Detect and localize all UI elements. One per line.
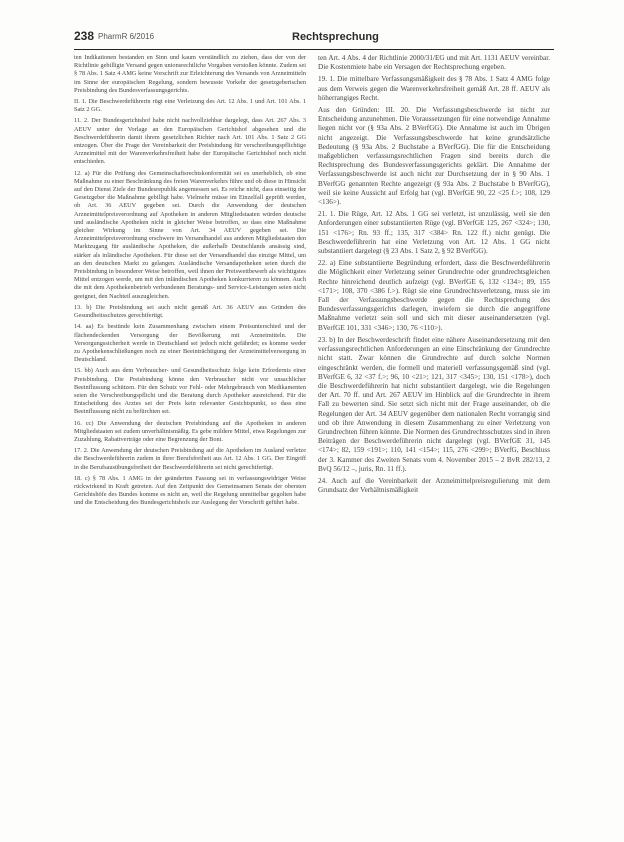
paragraph: 13. b) Die Preisbindung sei auch nicht gemäß Art. 36 AEUV aus Gründen des Gesundheitsschutzes gerechtfertigt.: [74, 303, 306, 320]
paragraph: 24. Auch auf die Vereinbarkeit der Arzneimittelpreisregulierung mit dem Grundsatz der Verhältnismäßigkeit: [318, 476, 550, 495]
paragraph: 18. c) § 78 Abs. 1 AMG in der geänderten Fassung sei in verfassungswidriger Weise rückwirkend in Kraft getreten. Auf den Zeitpunkt des Gemeinsamen Senats der obersten Gerichtshöfe des Bundes komme es nicht an, weil die Regelung unmittelbar gegolten habe und die Entscheidung des Bundesgerichtshofs zur Auslegung der Vorschrift geführt habe.: [74, 474, 306, 507]
paragraph: Aus den Gründen: III. 20. Die Verfassungsbeschwerde ist nicht zur Entscheidung anzunehmen. Die Voraussetzungen für eine notwendige Annahme liegen nicht vor (§ 93a Abs. 2 BVerfGG). Die Annahme ist auch im Übrigen nicht angezeigt. Die Verfassungsbeschwerde hat keine grundsätzliche Bedeutung (§ 93a Abs. 2 Buchstabe a BVerfGG). Die für die Entscheidung maßgeblichen verfassungsrechtlichen Fragen sind bereits durch die Rechtsprechung des Bundesverfassungsgerichts geklärt. Die Annahme der Verfassungsbeschwerde ist auch nicht zur Durchsetzung der in § 90 Abs. 1 BVerfGG genannten Rechte angezeigt (§ 93a Abs. 2 Buchstabe b BVerfGG), weil sie keine Aussicht auf Erfolg hat (vgl. BVerfGE 90, 22 <25 f.>; 108, 129 <136>).: [318, 106, 550, 207]
paragraph: 19. 1. Die mittelbare Verfassungsmäßigkeit des § 78 Abs. 1 Satz 4 AMG folge aus dem Verweis gegen die Warenverkehrsfreiheit gemäß Art. 28 ff. AEUV als höherrangiges Recht.: [318, 75, 550, 102]
paragraph: 23. b) In der Beschwerdeschrift findet eine nähere Auseinandersetzung mit den verfassungsrechtlichen Anforderungen an eine Einschränkung der Grundrechte nicht statt. Zwar können die Grundrechte auf durch solche Normen eingeschränkt werden, die formell und materiell verfassungsgemäß sind (vgl. BVerfGE 6, 32 <37 f.>; 96, 10 <21>; 121, 317 <345>; 130, 151 <178>), doch die Beschwerdeführerin hat nicht substantiiert dargelegt, wie die Regelungen der Art. 70 ff. und Art. 267 AEUV im Hinblick auf die Grundrechte in ihrem Fall zu bewerten sind. Sie setzt sich nicht mit der Frage auseinander, ob die Regelungen der Art. 34 AEUV gegenüber dem nationalen Recht vorrangig sind und ob ihre Anwendung in diesem Zusammenhang zu einer Verletzung von Grundrechten führen könnte. Die Normen des Grundrechtsschutzes sind in ihren Beiträgen der Beschwerdeführerin nicht dargelegt (vgl. BVerfGE 31, 145 <174>; 82, 159 <191>; 110, 141 <154>; 115, 276 <299>; BVerfG, Beschluss der 3. Kammer des Zweiten Senats vom 4. November 2015 – 2 BvR 282/13, 2 BvQ 56/12 –, juris, Rn. 11 ff.).: [318, 335, 550, 473]
paragraph: ten Art. 4 Abs. 4 der Richtlinie 2000/31/EG und mit Art. 1131 AEUV vereinbar. Die Kostenmiete habe ein Versagen der Rechtsprechung ergeben.: [318, 54, 550, 72]
journal-reference: PharmR 6/2016: [98, 32, 155, 41]
paragraph: ten Indikationen bestanden en Sinn und kaum verständlich zu ziehen, dass der von der Richtlinie gebilligte Versand gegen unionsrechtliche Vorgaben verstoßen könnte. Zudem sei § 78 Abs. 1 Satz 4 AMG keine Vorschrift zur Erleichterung des Versands von Arzneimitteln im Sinne der europäischen Regelung, sondern bewusste Vorkehr der gesetzgeberischen Preisbindung des Bundesverfassungsgerichts.: [74, 54, 306, 94]
left-column: [74, 54, 306, 511]
page-header: [74, 27, 554, 50]
page-number: 238: [74, 29, 95, 43]
paragraph: 15. bb) Auch aus dem Verbraucher- und Gesundheitsschutz folge kein Erfordernis einer Preisbindung. Die Preisbindung könne den Verbraucher nicht vor unsachlicher Beeinflussung schützen. Für den Schutz vor Fehl- oder Mehrgebrauch von Medikamenten seien die Verschreibungspflicht und die Beratung durch Apotheker ausreichend. Für die Entscheidung des Arztes sei der Preis kein relevanter Gesichtspunkt, so dass eine Beeinflussung nicht zu befürchten sei.: [74, 367, 306, 416]
paragraph: 14. aa) Es bestünde kein Zusammenhang zwischen einem Preisunterschied und der flächendeckenden Versorgung der Bevölkerung mit Arzneimitteln. Die Versorgungssicherheit werde in Deutschland sei jedoch nicht gefährdet; es komme weder zu Apothekenschließungen noch zu einer Beeinträchtigung der Arzneimittelversorgung in Deutschland.: [74, 323, 306, 364]
section-title: Rechtsprechung: [292, 31, 379, 43]
paragraph: 16. cc) Die Anwendung der deutschen Preisbindung auf die Apotheken in anderen Mitgliedstaaten sei zudem unverhältnismäßig. Es gebe mildere Mittel, etwa Regelungen zur Zuzahlung, Rabattverträge oder eine Begrenzung der Boni.: [74, 419, 306, 443]
paragraph: 12. a) Für die Prüfung des Gemeinschaftsrechtskonformität sei es unerheblich, ob eine Maßnahme zu einer Beschränkung des freien Warenverkehrs führe und ob diese in Hinsicht auf den Dienst Ziele der Bundesrepublik angemessen sei. Es reiche nicht, dass einseitig der Gesetzgeber die Maßnahme gebilligt habe. Vielmehr müsse im Einzelfall geprüft werden, ob Art. 36 AEUV gegeben sei. Durch die Anwendung der deutschen Arzneimittelpreisverordnung auf Apotheken in anderen Mitgliedstaaten würden deutsche und ausländische Apotheken nicht in gleicher Weise betroffen, so dass eine Maßnahme gleicher Wirkung im Sinne von Art. 34 AEUV gegeben sei. Die Arzneimittelpreisverordnung erschwere im Versandhandel aus anderen Mitgliedstaaten den Marktzugang für ausländische Apotheken, die außerhalb Deutschlands ansässig sind, stärker als inländische Apotheken. Für diese sei der Versandhandel das einzige Mittel, um an den deutschen Markt zu gelangen. Ausländische Versandapotheken seien durch die Preisbindung in besonderer Weise betroffen, weil ihnen der Preiswettbewerb als wichtigstes Mittel entzogen werde, um mit den inländischen Apotheken konkurrieren zu können. Auch die mit dem Apothekenbetrieb verbundenen Beratungs- und Service-Leistungen seien nicht geeignet, den Nachteil auszugleichen.: [74, 169, 306, 300]
paragraph: 11. 2. Der Bundesgerichtshof habe nicht nachvollziehbar dargelegt, dass Art. 267 Abs. 3 AEUV unter der Vorlage an den Europäischen Gerichtshof abgesehen und die Beschwerdeführerin damit ihrem gesetzlichen Richter nach Art. 101 Abs. 1 Satz 2 GG entzogen. Über die Frage der Vereinbarkeit der Preisbindung für verschreibungspflichtige Arzneimittel mit der Warenverkehrsfreiheit habe der Europäische Gerichtshof noch nicht entschieden.: [74, 117, 306, 166]
paragraph: 17. 2. Die Anwendung der deutschen Preisbindung auf die Apotheken im Ausland verletze die Beschwerdeführerin zudem in ihrer Berufsfreiheit aus Art. 12 Abs. 1 GG. Der Eingriff in die Berufsausübungsfreiheit der Beschwerdeführerin sei nicht gerechtfertigt.: [74, 447, 306, 471]
paragraph: 21. 1. Die Rüge, Art. 12 Abs. 1 GG sei verletzt, ist unzulässig, weil sie den Anforderungen einer substantiierten Rüge (vgl. BVerfGE 125, 267 <324>; 130, 151 <176>; Rn. 93 ff.; 135, 317 <384> Rn. 122 ff.) nicht genügt. Die Beschwerdeführerin hat eine Verletzung von Art. 12 Abs. 1 GG nicht substantiiert dargelegt (§ 23 Abs. 1 Satz 2, § 92 BVerfGG).: [318, 210, 550, 256]
paragraph: II. 1. Die Beschwerdeführerin rügt eine Verletzung des Art. 12 Abs. 1 und Art. 101 Abs. 1 Satz 2 GG.: [74, 98, 306, 114]
right-column: [318, 54, 550, 498]
paragraph: 22. a) Eine substantiierte Begründung erfordert, dass die Beschwerdeführerin die Möglichkeit einer Verletzung seiner Grundrechte oder grundrechtsgleichen Rechte hinreichend deutlich aufzeigt (vgl. BVerfGE 6, 132 <134>; 89, 155 <171>; 108, 370 <386 f.>). Rügt sie eine Grundrechtsverletzung, muss sie im Fall der Verfassungsbeschwerde gegen die Rechtsprechung des Bundesverfassungsgerichts darlegen, inwiefern sie durch die angegriffene Maßnahme verletzt sein soll und sich mit dieser auseinandersetzen (vgl. BVerfGE 101, 331 <346>; 130, 76 <110>).: [318, 259, 550, 332]
